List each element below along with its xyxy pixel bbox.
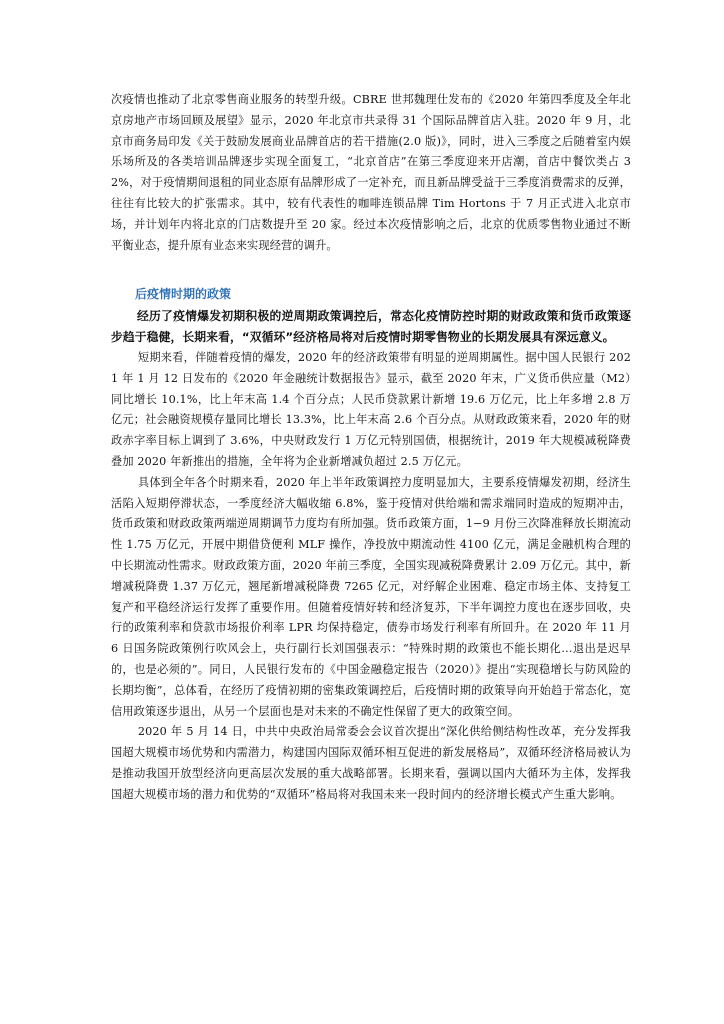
- body-paragraph-dual-circulation: 2020 年 5 月 14 日，中共中央政治局常委会会议首次提出“深化供给侧结构性改革，充分发挥我国超大规模市场优势和内需潜力，构建国内国际双循环相互促进的新发展格局”，双循环经济格局被认为是推动我国开放型经济向更高层次发展的重大战略部署。长期来看，强调以国内大循环为主体，发挥我国超大规模市场的潜力和优势的“双循环”格局将对我国未来一段时间内的经济增长模式产生重大影响。: [111, 725, 631, 801]
- section-heading: 后疫情时期的政策: [135, 287, 232, 302]
- body-paragraph-short-term: 短期来看，伴随着疫情的爆发，2020 年的经济政策带有明显的逆周期属性。据中国人民银行 2021 年 1 月 12 日发布的《2020 年金融统计数据报告》显示，截至 2020 年末，广义货币供应量（M2）同比增长 10.1%，比上年末高 1.4 个百分点；人民币贷款累计新增 19.6 万亿元，比上年多增 2.8 万亿元；社会融资规模存量同比增长 13.3%，比上年末高 2.6 个百分点。从财政政策来看，2020 年的财政赤字率目标上调到了 3.6%，中央财政发行 1 万亿元特别国债，根据统计，2019 年大规模减税降费叠加 2020 年新推出的措施，全年将为企业新增减负超过 2.5 万亿元。: [111, 350, 631, 468]
- document-page: [111, 90, 631, 806]
- intro-paragraph: 次疫情也推动了北京零售商业服务的转型升级。CBRE 世邦魏理仕发布的《2020 年第四季度及全年北京房地产市场回顾及展望》显示，2020 年北京市共录得 31 个国际品牌首店入驻。2020 年 9 月，北京市商务局印发《关于鼓励发展商业品牌首店的若干措施(2.0 版)》，同时，进入三季度之后随着室内娱乐场所及的各类培训品牌逐步实现全面复工，“北京首店”在第三季度迎来开店潮，首店中餐饮类占 32%，对于疫情期间退租的同业态原有品牌形成了一定补充，而且新品牌受益于三季度消费需求的反弹，往往有比较大的扩张需求。其中，较有代表性的咖啡连锁品牌 Tim Hortons 于 7 月正式进入北京市场，并计划年内将北京的门店数提升至 20 家。经过本次疫情影响之后，北京的优质零售物业通过不断平衡业态，提升原有业态来实现经营的调升。: [111, 93, 631, 252]
- lead-paragraph: 经历了疫情爆发初期积极的逆周期政策调控后，常态化疫情防控时期的财政政策和货币政策逐步趋于稳健，长期来看，“双循环”经济格局将对后疫情时期零售物业的长期发展具有深远意义。: [111, 309, 631, 345]
- body-paragraph-periods: 具体到全年各个时期来看，2020 年上半年政策调控力度明显加大，主要系疫情爆发初期，经济生活陷入短期停滞状态，一季度经济大幅收缩 6.8%，鉴于疫情对供给端和需求端同时造成的短期冲击，货币政策和财政政策两端逆周期调节力度均有所加强。货币政策方面，1−9 月份三次降准释放长期流动性 1.75 万亿元，开展中期借贷便利 MLF 操作，净投放中期流动性 4100 亿元，满足金融机构合理的中长期流动性需求。财政政策方面，2020 年前三季度，全国实现减税降费累计 2.09 万亿元。其中，新增减税降费 1.37 万亿元，翘尾新增减税降费 7265 亿元，对纾解企业困难、稳定市场主体、支持复工复产和平稳经济运行发挥了重要作用。但随着疫情好转和经济复苏，下半年调控力度也在逐步回收，央行的政策利率和贷款市场报价利率 LPR 均保持稳定，债券市场发行利率有所回升。在 2020 年 11 月 6 日国务院政策例行吹风会上，央行副行长刘国强表示：“特殊时期的政策也不能长期化…退出是迟早的，也是必须的”。同日，人民银行发布的《中国金融稳定报告（2020）》提出“实现稳增长与防风险的长期均衡”，总体看，在经历了疫情初期的密集政策调控后，后疫情时期的政策导向开始趋于常态化，宽信用政策逐步退出，从另一个层面也是对未来的不确定性保留了更大的政策空间。: [111, 475, 631, 718]
